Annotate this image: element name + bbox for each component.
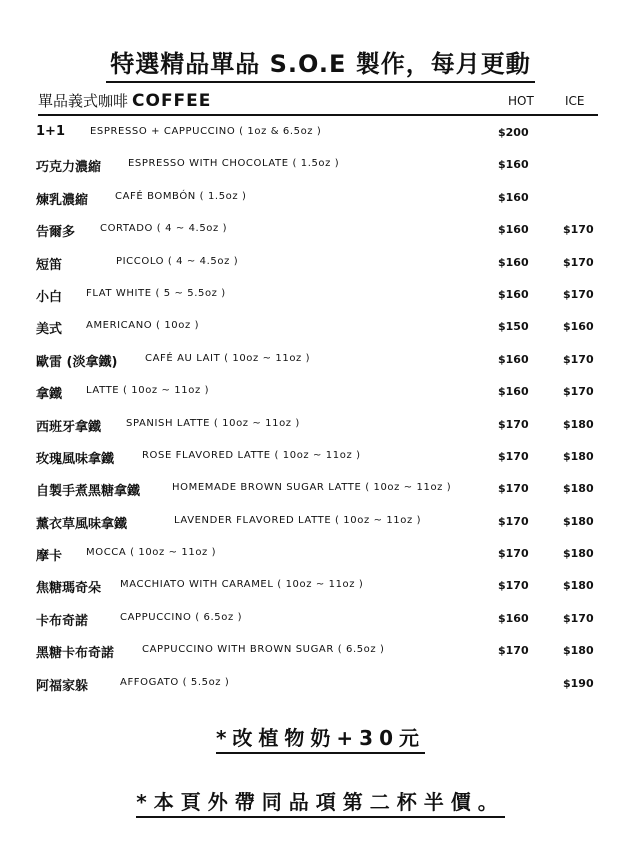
item-name-cn: 自製手煮黑糖拿鐵: [36, 484, 141, 500]
menu-item: [0, 604, 641, 636]
menu-title: [0, 44, 641, 83]
item-price-ice: $170: [563, 611, 594, 625]
item-price-ice: $180: [563, 644, 594, 658]
item-name-en: CAPPUCCINO WITH BROWN SUGAR ( 6.5oz ): [142, 644, 385, 656]
item-price-ice: $180: [563, 514, 594, 528]
item-name-en: HOMEMADE BROWN SUGAR LATTE ( 10oz ~ 11oz ): [172, 482, 452, 494]
item-name-en: ROSE FLAVORED LATTE ( 10oz ~ 11oz ): [142, 449, 361, 461]
item-name-en: ESPRESSO WITH CHOCOLATE ( 1.5oz ): [128, 158, 340, 170]
item-price-hot: $170: [498, 579, 529, 593]
item-name-cn: 卡布奇諾: [36, 613, 89, 629]
item-name-en: LATTE ( 10oz ~ 11oz ): [86, 385, 210, 397]
item-price-ice: $180: [563, 482, 594, 496]
section-title: [38, 90, 211, 111]
menu-title-text: 特選精品單品 S.O.E 製作，每月更動: [106, 44, 535, 83]
menu-item: [0, 377, 641, 409]
item-price-hot: $160: [498, 352, 529, 366]
item-name-en: CORTADO ( 4 ~ 4.5oz ): [100, 223, 228, 235]
menu-list: [0, 118, 641, 701]
section-title-cn: 單品義式咖啡: [38, 92, 129, 110]
item-name-en: MOCCA ( 10oz ~ 11oz ): [86, 547, 217, 559]
item-name-cn: 拿鐵: [36, 387, 63, 403]
item-name-en: CAFÉ BOMBÓN ( 1.5oz ): [115, 190, 247, 202]
item-price-hot: $160: [498, 385, 529, 399]
menu-item: [0, 345, 641, 377]
item-name-cn: 薰衣草風味拿鐵: [36, 516, 128, 532]
section-header: [38, 90, 598, 114]
item-price-ice: $170: [563, 255, 594, 269]
item-price-hot: $170: [498, 417, 529, 431]
item-price-hot: $170: [498, 482, 529, 496]
item-price-hot: $160: [498, 158, 529, 172]
item-name-en: CAPPUCCINO ( 6.5oz ): [120, 611, 243, 623]
menu-item: [0, 507, 641, 539]
item-name-en: SPANISH LATTE ( 10oz ~ 11oz ): [126, 417, 300, 429]
menu-item: [0, 215, 641, 247]
ice-column-header: ICE: [565, 94, 585, 108]
menu-item: [0, 248, 641, 280]
item-name-en: FLAT WHITE ( 5 ~ 5.5oz ): [86, 287, 226, 299]
item-price-hot: $170: [498, 547, 529, 561]
item-name-cn: 巧克力濃縮: [36, 160, 102, 176]
item-price-ice: $180: [563, 579, 594, 593]
section-title-en: COFFEE: [132, 91, 212, 111]
item-name-cn: 歐雷 (淡拿鐵): [36, 354, 118, 370]
item-name-cn: 告爾多: [36, 225, 76, 241]
takeaway-note: [0, 786, 641, 815]
takeaway-note-text: *本頁外帶同品項第二杯半價。: [136, 790, 504, 818]
item-price-ice: $160: [563, 320, 594, 334]
item-name-en: ESPRESSO + CAPPUCCINO ( 1oz & 6.5oz ): [90, 126, 322, 137]
item-name-cn: 1+1: [36, 124, 65, 139]
header-divider: [38, 114, 598, 116]
item-price-ice: $180: [563, 449, 594, 463]
menu-item: [0, 312, 641, 344]
menu-item: [0, 280, 641, 312]
item-price-hot: $160: [498, 611, 529, 625]
item-name-cn: 玫瑰風味拿鐵: [36, 451, 115, 467]
item-price-ice: $170: [563, 223, 594, 237]
item-name-cn: 煉乳濃縮: [36, 192, 89, 208]
item-name-cn: 西班牙拿鐵: [36, 419, 102, 435]
item-price-hot: $170: [498, 644, 529, 658]
item-name-cn: 摩卡: [36, 549, 63, 565]
item-name-en: MACCHIATO WITH CARAMEL ( 10oz ~ 11oz ): [120, 579, 364, 591]
menu-item: [0, 474, 641, 506]
item-price-hot: $170: [498, 514, 529, 528]
item-name-cn: 美式: [36, 322, 63, 338]
item-name-en: AMERICANO ( 10oz ): [86, 320, 200, 332]
item-price-hot: $160: [498, 190, 529, 204]
item-name-cn: 焦糖瑪奇朵: [36, 581, 102, 597]
item-name-cn: 短笛: [36, 257, 63, 273]
menu-item: [0, 150, 641, 182]
item-name-cn: 黑糖卡布奇諾: [36, 646, 115, 662]
menu-item: [0, 183, 641, 215]
item-name-cn: 小白: [36, 289, 63, 305]
hot-column-header: HOT: [508, 94, 534, 108]
item-name-en: CAFÉ AU LAIT ( 10oz ~ 11oz ): [145, 352, 311, 364]
item-price-ice: $180: [563, 547, 594, 561]
item-name-en: PICCOLO ( 4 ~ 4.5oz ): [116, 255, 239, 267]
item-price-ice: $180: [563, 417, 594, 431]
menu-item: [0, 118, 641, 150]
menu-item: [0, 539, 641, 571]
item-price-ice: $170: [563, 287, 594, 301]
item-price-hot: $200: [498, 126, 529, 139]
item-name-en: LAVENDER FLAVORED LATTE ( 10oz ~ 11oz ): [174, 514, 422, 526]
item-price-hot: $160: [498, 255, 529, 269]
item-name-cn: 阿福家躲: [36, 678, 89, 694]
oat-milk-note: [0, 722, 641, 751]
oat-milk-note-text: *改植物奶+30元: [216, 726, 425, 754]
item-price-ice: $170: [563, 352, 594, 366]
menu-item: [0, 571, 641, 603]
item-name-en: AFFOGATO ( 5.5oz ): [120, 676, 230, 688]
menu-item: [0, 669, 641, 701]
item-price-ice: $190: [563, 676, 594, 690]
item-price-hot: $160: [498, 287, 529, 301]
item-price-hot: $160: [498, 223, 529, 237]
menu-item: [0, 410, 641, 442]
menu-item: [0, 636, 641, 668]
item-price-ice: $170: [563, 385, 594, 399]
menu-item: [0, 442, 641, 474]
item-price-hot: $150: [498, 320, 529, 334]
item-price-hot: $170: [498, 449, 529, 463]
